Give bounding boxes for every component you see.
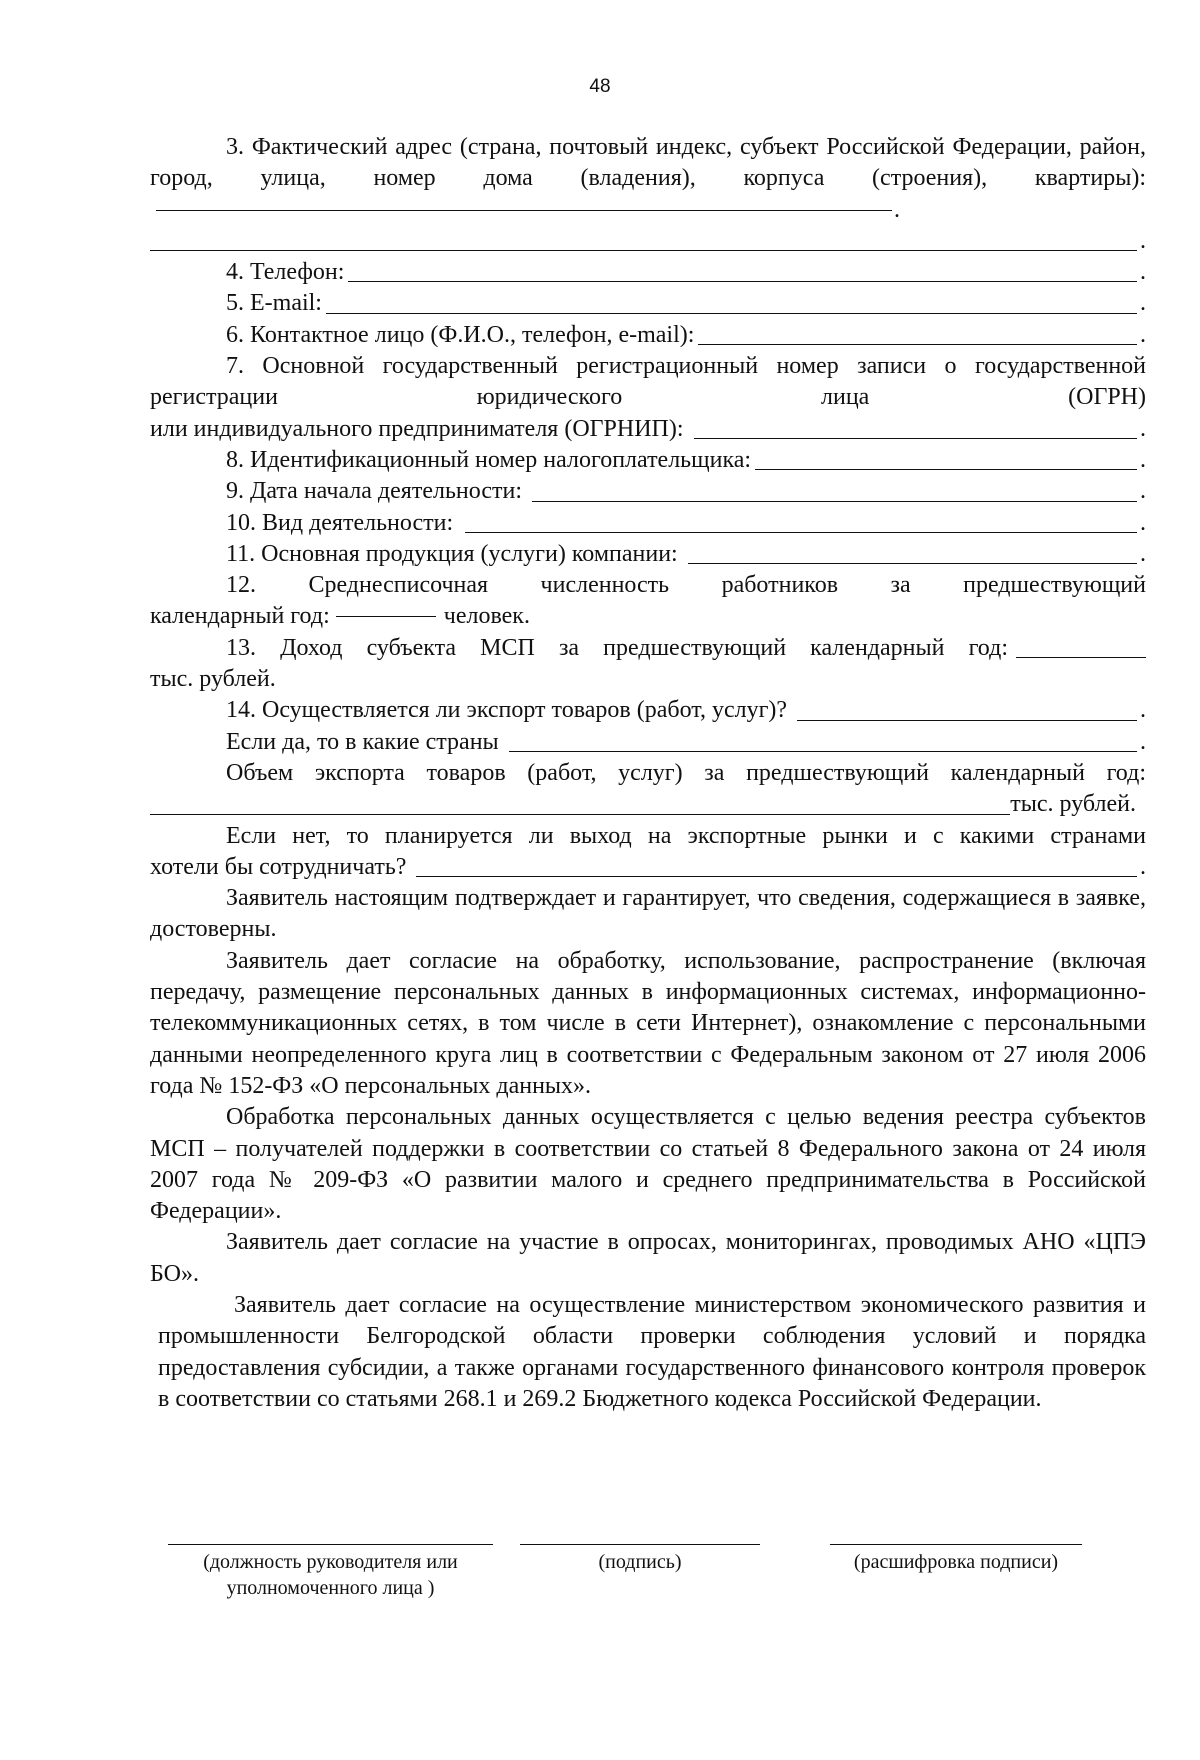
email-blank[interactable] [326,312,1137,314]
name-caption: (расшифровка подписи) [853,1551,1059,1573]
field-ogrn-label: 7. Основной государственный регистрационный номер записи о государственной регистрации юридического лица (ОГРН) [150,353,1146,411]
form-body [150,132,1146,1415]
field-email: 5. E-mail: . [226,290,1146,317]
field-export-volume: тыс. рублей. [150,789,1146,820]
position-line[interactable] [168,1544,493,1545]
paragraph-consent-personal-data: Заявитель дает согласие на обработку, использование, распространение (включая передачу, размещение персональных данных в информационных системах, информационно-телекоммуникационных сетях, в том числе в сети Интернет), ознакомление с персональными данными неопределенного круга лиц в соответствии с Федеральным законом от 27 июля 2006 года № 152-ФЗ «О персональных данных». [150,947,1146,1099]
signature-block [0,1544,1200,1624]
paragraph-guarantee: Заявитель настоящим подтверждает и гарантирует, что сведения, содержащиеся в заявке, достоверны. [150,885,1146,943]
signature-sign [520,1544,760,1575]
field-products: 11. Основная продукция (услуги) компании: . [226,540,1146,567]
address-blank-2[interactable] [150,249,1137,251]
field-income-unit: тыс. рублей. [150,666,276,693]
name-line[interactable] [830,1544,1082,1545]
field-export-countries: Если да, то в какие страны . [226,728,1146,755]
field-income: 13. Доход субъекта МСП за предшествующий календарный год: [150,633,1146,664]
contact-blank[interactable] [698,343,1137,345]
signature-position [168,1544,493,1601]
start-date-blank[interactable] [532,500,1137,502]
export-blank[interactable] [797,719,1137,721]
sign-line[interactable] [520,1544,760,1545]
page-number: 48 [589,76,611,97]
paragraph-consent-checks: Заявитель дает согласие на осуществление министерством экономического развития и промышленности Белгородской области проверки соблюдения условий и порядка предоставления субсидии, а также органами государственного финансового контроля проверок в соответствии со статьями 268.1 и 269.2 Бюджетного кодекса Российской Федерации. [158,1291,1146,1412]
income-blank[interactable] [1016,656,1146,658]
ogrn-blank[interactable] [694,437,1137,439]
staff-blank[interactable] [336,615,436,617]
inn-blank[interactable] [755,468,1137,470]
field-start-date: 9. Дата начала деятельности: . [226,478,1146,505]
position-caption: (должность руководителя или уполномоченного лица ) [203,1551,458,1599]
field-contact: 6. Контактное лицо (Ф.И.О., телефон, e-mail): . [226,321,1146,348]
field-staff-label: 12. Среднесписочная численность работников за предшествующий [226,572,1146,599]
export-volume-blank[interactable] [150,813,1010,815]
field-staff: календарный год: человек. [150,603,530,630]
signature-name [830,1544,1082,1575]
field-activity: 10. Вид деятельности: . [226,509,1146,536]
field-address-label: 3. Фактический адрес (страна, почтовый индекс, субъект Российской Федерации, район, город, улица, номер дома (владения), корпуса (строения), квартиры):. [150,134,1146,223]
paragraph-processing: Обработка персональных данных осуществляется с целью ведения реестра субъектов МСП – получателей поддержки в соответствии со статьей 8 Федерального закона от 24 июля 2007 года № 209-ФЗ «О развитии малого и среднего предпринимательства в Российской Федерации». [150,1104,1146,1225]
phone-blank[interactable] [348,280,1137,282]
products-blank[interactable] [688,562,1137,564]
field-export-volume-label: Объем экспорта товаров (работ, услуг) за предшествующий календарный год: [226,759,1146,786]
export-plan-blank[interactable] [416,875,1137,877]
activity-blank[interactable] [465,531,1137,533]
sign-caption: (подпись) [598,1551,682,1573]
field-inn: 8. Идентификационный номер налогоплательщика: . [226,446,1146,473]
field-ogrn: или индивидуального предпринимателя (ОГРНИП): . [150,415,1146,442]
field-export-plan: хотели бы сотрудничать? . [150,853,1146,880]
field-phone: 4. Телефон: . [226,259,1146,286]
paragraph-consent-surveys: Заявитель дает согласие на участие в опросах, мониторингах, проводимых АНО «ЦПЭ БО». [150,1229,1146,1287]
address-blank-1[interactable] [156,209,892,211]
export-countries-blank[interactable] [509,750,1137,752]
address-blank-row: . [150,226,1146,257]
field-export: 14. Осуществляется ли экспорт товаров (работ, услуг)? . [226,697,1146,724]
field-export-plan-label: Если нет, то планируется ли выход на экспортные рынки и с какими странами [226,822,1146,849]
